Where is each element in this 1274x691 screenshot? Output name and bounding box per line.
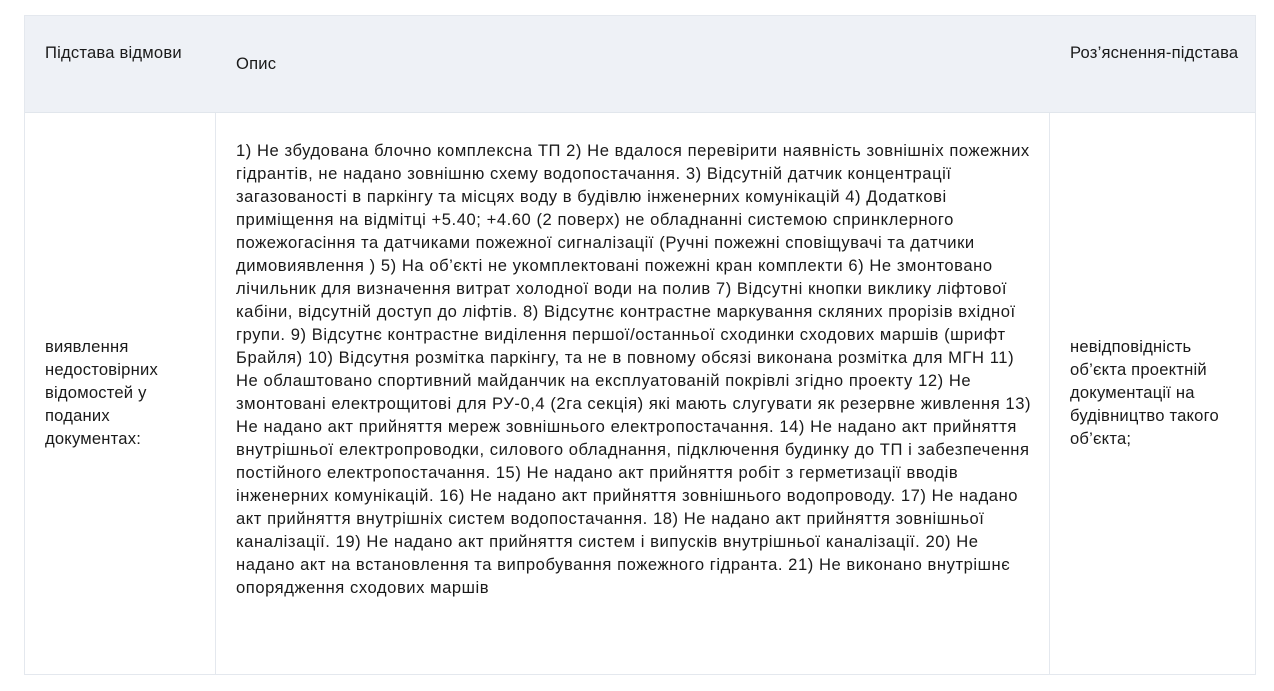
column-divider: [1049, 113, 1050, 674]
column-divider: [215, 113, 216, 674]
cell-explanation: невідповідність об’єкта проектній документації на будівництво такого об’єкта;: [1070, 337, 1219, 448]
refusal-table: [24, 15, 1256, 675]
cell-description: 1) Не збудована блочно комплексна ТП 2) Не вдалося перевірити наявність зовнішніх пожежних гідрантів, не надано зовнішню схему водопостачання. 3) Відсутній датчик концентрації загазованості в паркінгу та місцях воду в будівлю інженерних комунікацій 4) Додаткові приміщення на відмітці +5.40; +4.60 (2 поверх) не обладнанні системою спринклерного пожежогасіння та датчиками пожежної сигналізації (Ручні пожежні сповіщувачі та датчики димовиявлення ) 5) На об’єкті не укомплектовані пожежні кран комплекти 6) Не змонтовано лічильник для визначення витрат холодної води на полив 7) Відсутні кнопки виклику ліфтової кабіни, відсутній доступ до ліфтів. 8) Відсутнє контрастне маркування скляних прорізів вхідної групи. 9) Відсутнє контрастне виділення першої/останньої сходинки сходових маршів (шрифт Брайля) 10) Відсутня розмітка паркінгу, та не в повному обсязі виконана розмітка для МГН 11) Не облаштовано спортивний майданчик на експлуатованій покрівлі згідно проекту 12) Не змонтовані електрощитові для РУ-0,4 (2га секція) які мають слугувати як резервне живлення 13) Не надано акт прийняття мереж зовнішнього електропостачання. 14) Не надано акт прийняття внутрішньої електропроводки, силового обладнання, підключення будинку до ТП і забезпечення постійного електропостачання. 15) Не надано акт прийняття робіт з герметизації вводів інженерних комунікацій. 16) Не надано акт прийняття зовнішнього водопроводу. 17) Не надано акт прийняття внутрішніх систем водопостачання. 18) Не надано акт прийняття зовнішньої каналізації. 19) Не надано акт прийняття систем і випусків внутрішньої каналізації. 20) Не надано акт на встановлення та випробування пожежного гідранта. 21) Не виконано внутрішнє опорядження сходових маршів: [236, 141, 1032, 597]
header-basis: Підстава відмови: [45, 43, 182, 62]
table-header-row: [25, 16, 1255, 113]
cell-basis: виявлення недостовірних відомостей у поданих документах:: [45, 337, 158, 448]
table-row: [25, 113, 1255, 674]
header-explanation: Роз’яснення-підстава: [1070, 43, 1239, 62]
header-description: Опис: [236, 54, 277, 73]
